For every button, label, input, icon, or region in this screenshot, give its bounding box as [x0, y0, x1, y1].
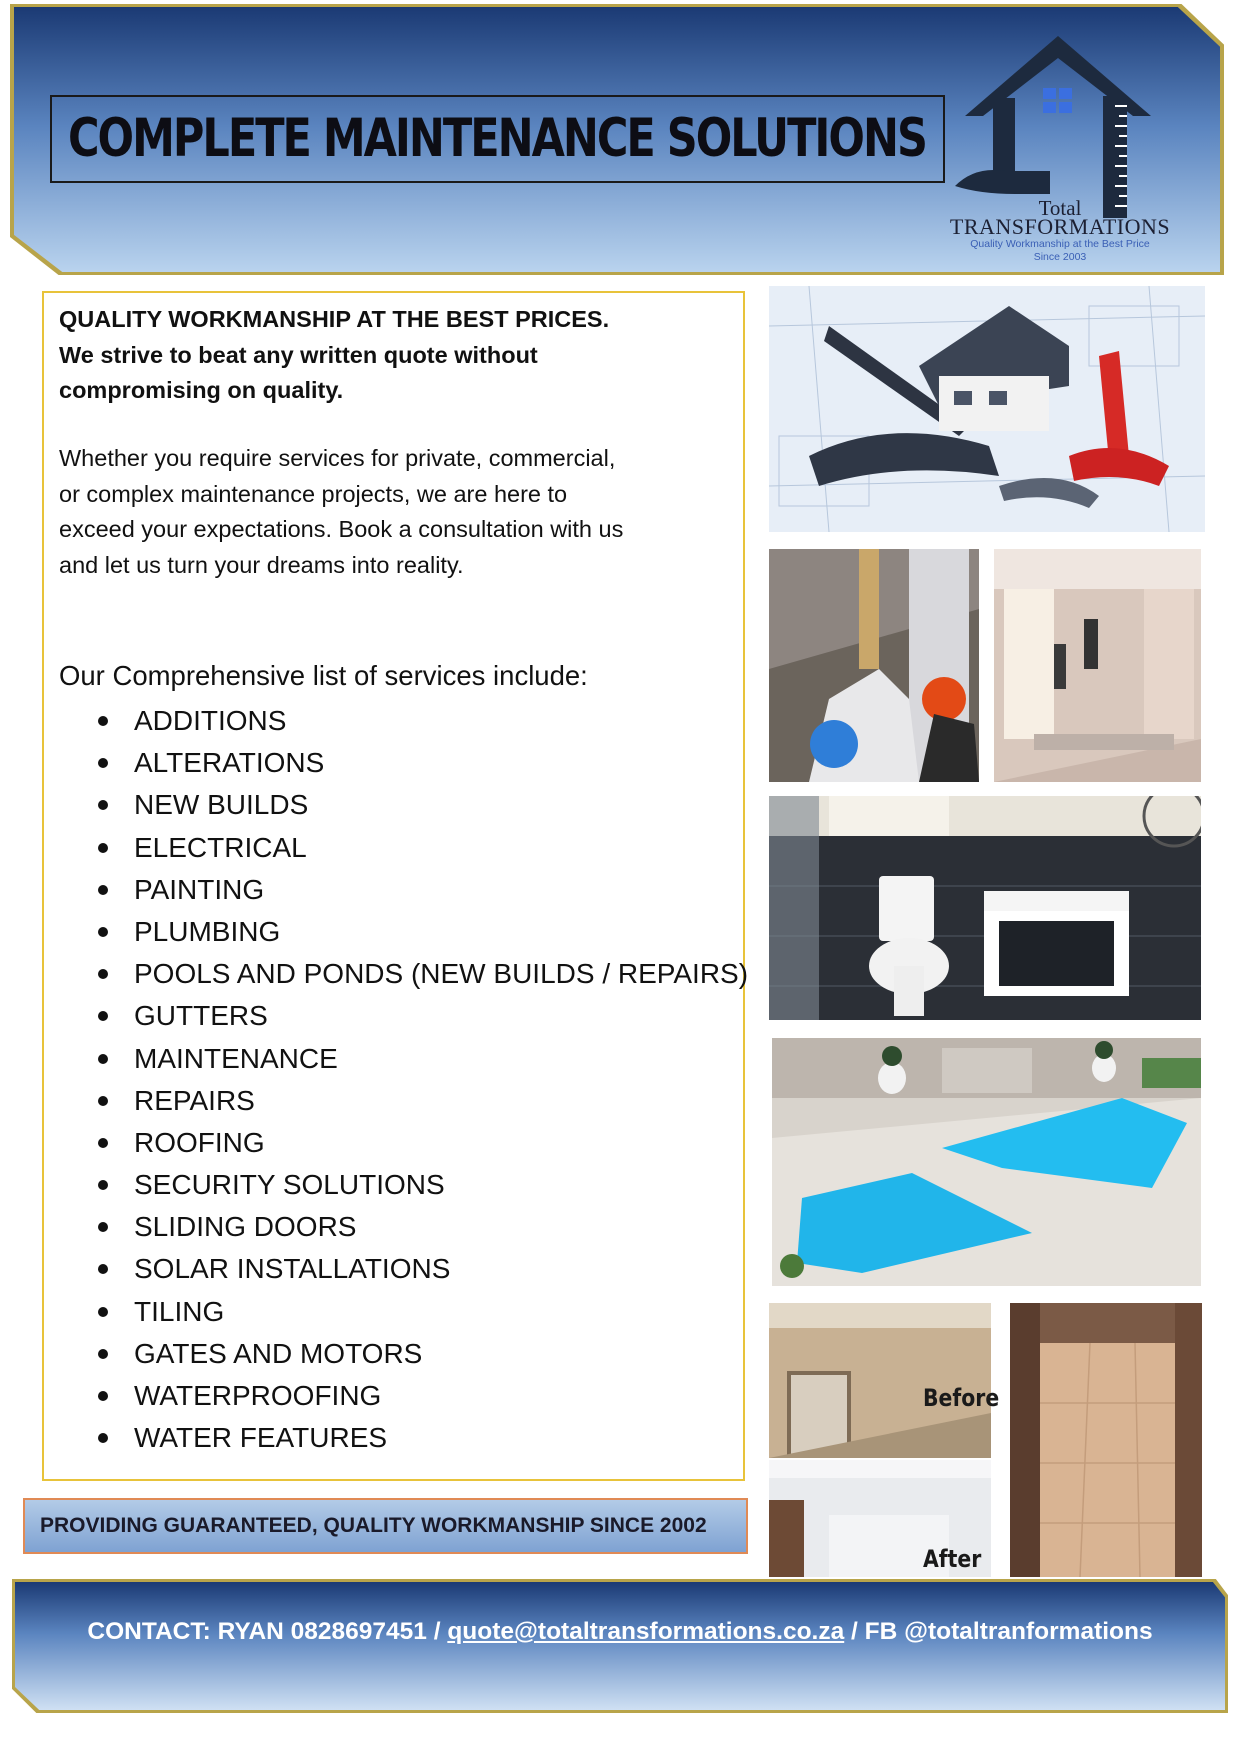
- after-label: After: [923, 1545, 982, 1573]
- list-item: ALTERATIONS: [96, 744, 748, 786]
- logo-since: Since 2003: [1033, 251, 1087, 263]
- list-item: GATES AND MOTORS: [96, 1335, 748, 1377]
- email-link[interactable]: quote@totaltransformations.co.za: [447, 1618, 845, 1645]
- list-item: SECURITY SOLUTIONS: [96, 1166, 748, 1208]
- list-item: MAINTENANCE: [96, 1040, 748, 1082]
- list-item: GUTTERS: [96, 997, 748, 1039]
- services-list: [96, 702, 748, 1461]
- intro-bold-line1: QUALITY WORKMANSHIP AT THE BEST PRICES.: [59, 306, 610, 332]
- drywall-room-photo: [994, 549, 1201, 782]
- bathroom-photo: [769, 796, 1201, 1020]
- list-item: NEW BUILDS: [96, 786, 748, 828]
- logo-tagline: Quality Workmanship at the Best Price: [970, 238, 1150, 250]
- intro-bold-line2: We strive to beat any written quote without compromising on quality.: [59, 341, 538, 403]
- list-item: SOLAR INSTALLATIONS: [96, 1250, 748, 1292]
- before-label: Before: [923, 1384, 1000, 1412]
- contact-suffix: / FB @totaltranformations: [844, 1618, 1153, 1645]
- guarantee-banner: PROVIDING GUARANTEED, QUALITY WORKMANSHIP SINCE 2002: [23, 1498, 748, 1554]
- list-item: TILING: [96, 1293, 748, 1335]
- list-item: PLUMBING: [96, 913, 748, 955]
- list-item: WATERPROOFING: [96, 1377, 748, 1419]
- contact-prefix: CONTACT: RYAN 0828697451 /: [87, 1618, 448, 1645]
- intro-body-text: Whether you require services for private, commercial, or complex maintenance projects, we are here to exceed your expectations. Book a consultation with us and let us turn your dreams into reality.: [59, 445, 624, 578]
- footer-banner: [15, 1582, 1225, 1710]
- tools-house-photo: [769, 286, 1205, 532]
- tiled-floor-photo: [1010, 1303, 1202, 1577]
- logo-name-line1: Total: [1038, 196, 1082, 220]
- list-item: ADDITIONS: [96, 702, 748, 744]
- list-item: WATER FEATURES: [96, 1419, 748, 1461]
- intro-bold-text: [59, 302, 699, 409]
- list-item: REPAIRS: [96, 1082, 748, 1124]
- pool-photo: [772, 1038, 1201, 1286]
- services-heading: Our Comprehensive list of services include:: [59, 660, 588, 691]
- page-title: COMPLETE MAINTENANCE SOLUTIONS: [68, 108, 926, 170]
- list-item: SLIDING DOORS: [96, 1208, 748, 1250]
- construction-workers-photo: [769, 549, 979, 782]
- list-item: ROOFING: [96, 1124, 748, 1166]
- list-item: POOLS AND PONDS (NEW BUILDS / REPAIRS): [96, 955, 748, 997]
- list-item: PAINTING: [96, 871, 748, 913]
- before-photo: [769, 1303, 991, 1458]
- list-item: ELECTRICAL: [96, 829, 748, 871]
- title-box: [50, 95, 945, 183]
- logo-name-line2: TRANSFORMATIONS: [949, 214, 1171, 239]
- contact-line: [15, 1618, 1225, 1646]
